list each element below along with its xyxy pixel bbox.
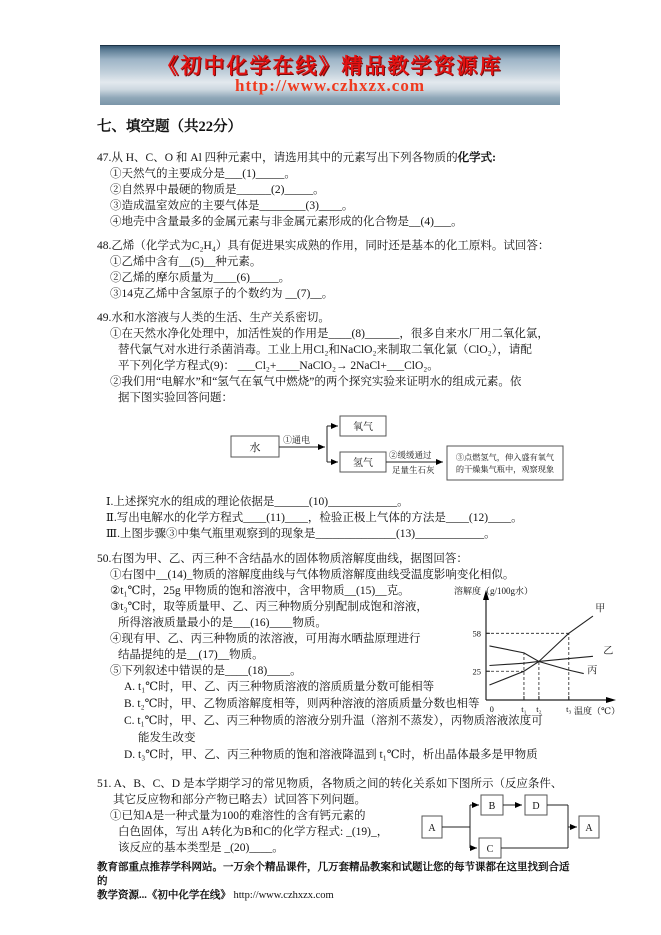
svg-text:温度（℃）: 温度（℃） bbox=[574, 706, 621, 716]
conversion-diagram bbox=[418, 786, 618, 878]
section-title: 七、填空题（共22分） bbox=[97, 119, 242, 135]
footer-line2-text: 教学资源...《初中化学在线》 bbox=[97, 890, 231, 901]
svg-text:t₂: t₂ bbox=[536, 704, 542, 714]
q49-item1-line1: ①在天然水净化处理中，加活性炭的作用是____(8)______，很多自来水厂用二氧化氯， bbox=[110, 328, 549, 340]
result-box bbox=[447, 446, 563, 480]
site-banner bbox=[100, 45, 560, 105]
svg-text:0: 0 bbox=[489, 704, 494, 714]
svg-text:丙: 丙 bbox=[587, 665, 598, 677]
water-label: 水 bbox=[249, 442, 261, 454]
q48-item-2: ②乙烯的摩尔质量为____(6)_____。 bbox=[110, 272, 291, 284]
q48-stem: 48.乙烯（化学式为C₂H₄）具有促进果实成熟的作用，同时还是基本的化工原料。试回答： bbox=[97, 240, 550, 252]
q48-item-3: ③14克乙烯中含氢原子的个数约为 __(7)__。 bbox=[110, 288, 334, 300]
svg-text:乙: 乙 bbox=[603, 646, 614, 657]
q51-item-line3: 该反应的基本类型是 _(20)____。 bbox=[118, 842, 284, 854]
box-d-label: D bbox=[532, 801, 540, 812]
solubility-chart-container bbox=[448, 582, 633, 722]
q50-item-3b: 所得溶液质量最小的是___(16)____物质。 bbox=[118, 617, 327, 629]
q47-stem-text: 47.从 H、C、O 和 Al 四种元素中，请选用其中的元素写出下列各物质的 bbox=[97, 152, 458, 164]
q47-stem-bold: 化学式: bbox=[457, 152, 496, 164]
water-flow-diagram bbox=[227, 410, 575, 492]
result-line2: 的干燥集气瓶中，观察现象 bbox=[455, 465, 555, 474]
q48-item-1: ①乙烯中含有__(5)__种元素。 bbox=[110, 256, 262, 268]
svg-text:58: 58 bbox=[472, 628, 481, 639]
q50-option-c: C. t₁℃时，甲、乙、丙三种物质的溶液分别升温（溶剂不蒸发），丙物质溶液浓度可 bbox=[124, 715, 543, 727]
q49-item1-line2: 替代氯气对水进行杀菌消毒。工业上用Cl₂和NaClO₂来制取二氧化氯（ClO₂），请配 bbox=[118, 344, 532, 356]
q51-stem-line2: 其它反应物和部分产物已略去）试回答下列问题。 bbox=[113, 794, 366, 806]
svg-text:甲: 甲 bbox=[595, 603, 606, 615]
q50-stem: 50.右图为甲、乙、丙三种不含结晶水的固体物质溶解度曲线，据图回答： bbox=[97, 553, 468, 565]
q47-item-2: ②自然界中最硬的物质是______(2)_____。 bbox=[110, 184, 325, 196]
box-c-label: C bbox=[486, 844, 494, 855]
banner-url-link[interactable]: http://www.czhxzx.com bbox=[234, 76, 426, 95]
q51-stem-line1: 51. A、B、C、D 是本学期学习的常见物质，各物质之间的转化关系如下图所示（反应条件、 bbox=[97, 778, 563, 790]
solubility-chart bbox=[448, 582, 633, 722]
q50-option-b: B. t₂℃时，甲、乙物质溶解度相等，则两种溶液的溶质质量分数也相等 bbox=[124, 698, 480, 710]
oxygen-label: 氧气 bbox=[353, 422, 373, 433]
result-line1: ③点燃氢气，伸入盛有氧气 bbox=[455, 453, 555, 462]
q49-stem: 49.水和水溶液与人类的生活、生产关系密切。 bbox=[97, 312, 330, 324]
q51-item-line1: ①已知A是一种式量为100的难溶性的含有钙元素的 bbox=[110, 810, 366, 822]
q50-item-2: ②t₁℃时，25g 甲物质的饱和溶液中，含甲物质__(15)__克。 bbox=[110, 585, 410, 597]
banner-title: 《初中化学在线》精品教学资源库 bbox=[157, 54, 503, 78]
footer-url-link[interactable]: http://www.czhxzx.com bbox=[233, 890, 334, 901]
q49-item2-line1: ②我们用“电解水”和“氢气在氧气中燃烧”的两个探究实验来证明水的组成元素。依 bbox=[110, 376, 522, 388]
q50-item-1: ①右图中__(14)_物质的溶解度曲线与气体物质溶解度曲线受温度影响变化相似。 bbox=[110, 569, 515, 581]
footer-line1: 教育部重点推荐学科网站。一万余个精品课件，几万套精品教案和试题让您的每节课都在这里找到合适的 bbox=[97, 862, 570, 887]
q49-sub-1: Ⅰ.上述探究水的组成的理论依据是______(10)____________。 bbox=[106, 496, 409, 508]
q47-item-1: ①天然气的主要成分是___(1)_____。 bbox=[110, 168, 296, 180]
svg-text:25: 25 bbox=[472, 666, 481, 677]
question-47 bbox=[97, 150, 575, 230]
svg-text:t₃: t₃ bbox=[566, 704, 572, 714]
q49-item1-line3: 平下列化学方程式(9)： ___Cl₂+____NaClO₂→ 2NaCl+___ClO₂。 bbox=[118, 360, 439, 372]
footer-line2 bbox=[97, 889, 575, 903]
q49-item2-line2: 据下图实验回答问题： bbox=[118, 392, 233, 404]
q49-sub-2: Ⅱ.写出电解水的化学方程式____(11)____，检验正极上气体的方法是____(12)____。 bbox=[106, 512, 523, 524]
pass-label-bottom: 足量生石灰 bbox=[392, 465, 435, 475]
q50-item-4: ④现有甲、乙、丙三种物质的浓溶液，可用海水晒盐原理进行 bbox=[110, 633, 421, 645]
q47-stem bbox=[97, 150, 575, 166]
q50-option-c2: 能发生改变 bbox=[138, 732, 196, 744]
box-a-right-label: A bbox=[585, 823, 593, 834]
q50-option-a: A. t₁℃时，甲、乙、丙三种物质溶液的溶质质量分数可能相等 bbox=[124, 681, 435, 693]
q50-item-3: ③t₃℃时，取等质量甲、乙、丙三种物质分别配制成饱和溶液， bbox=[110, 601, 428, 613]
pass-label-top: ②缓缓通过 bbox=[389, 450, 432, 460]
box-b-label: B bbox=[488, 801, 496, 812]
q51-item-line2: 白色固体，写出 A转化为B和C的化学方程式: _(19)_， bbox=[118, 826, 389, 838]
question-49 bbox=[97, 310, 575, 542]
svg-text:t₁: t₁ bbox=[521, 704, 527, 714]
question-48 bbox=[97, 238, 575, 302]
q47-item-3: ③造成温室效应的主要气体是________(3)____。 bbox=[110, 200, 354, 212]
q47-item-4: ④地壳中含量最多的金属元素与非金属元素形成的化合物是__(4)___。 bbox=[110, 216, 463, 228]
q50-item-5: ⑤下列叙述中错误的是____(18)____。 bbox=[110, 665, 302, 677]
svg-text:溶解度（g/100g水）: 溶解度（g/100g水） bbox=[454, 586, 534, 596]
q50-item-4b: 结晶提纯的是__(17)__物质。 bbox=[118, 649, 264, 661]
hydrogen-label: 氢气 bbox=[353, 458, 373, 469]
q49-sub-3: Ⅲ.上图步骤③中集气瓶里观察到的现象是______________(13)____________。 bbox=[106, 528, 496, 540]
q50-option-d: D. t₃℃时，甲、乙、丙三种物质的饱和溶液降温到 t₁℃时，析出晶体最多是甲物质 bbox=[124, 749, 538, 761]
electrify-label: ①通电 bbox=[283, 435, 311, 445]
box-a-left-label: A bbox=[428, 823, 436, 834]
